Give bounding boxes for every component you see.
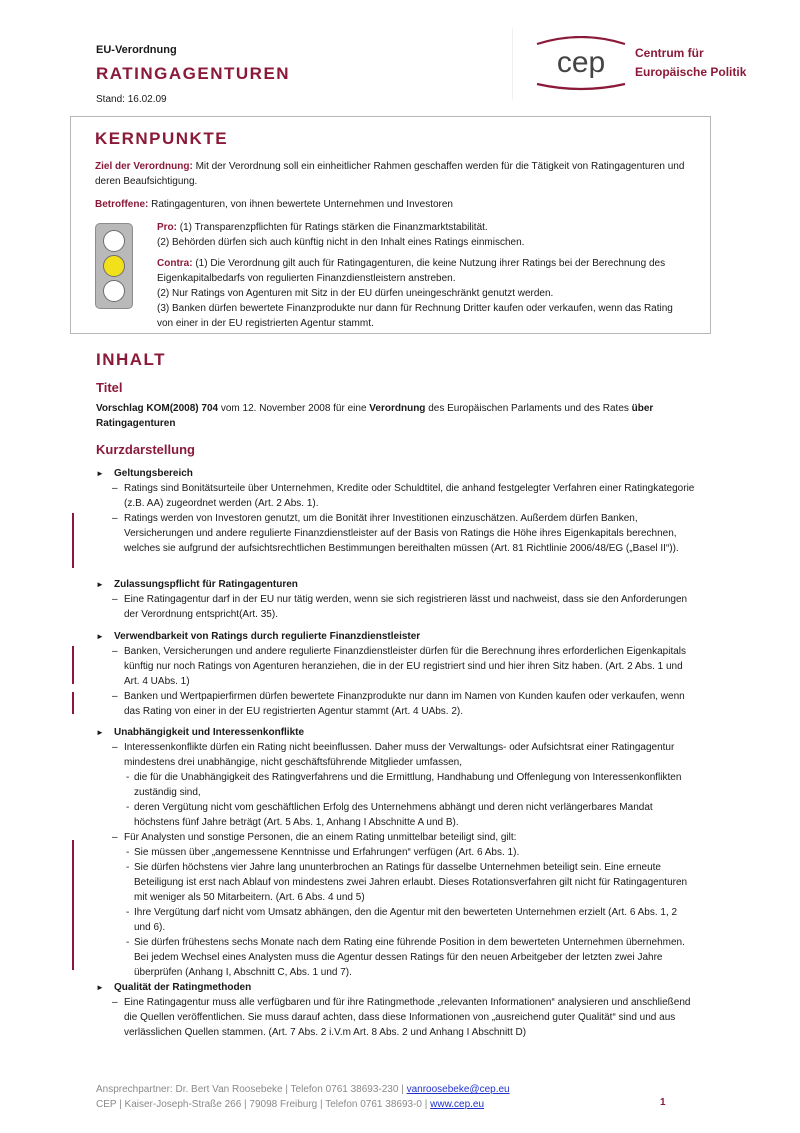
page-number: 1 [660, 1097, 666, 1108]
betroffene-label: Betroffene: [95, 199, 149, 210]
betroffene-paragraph [95, 197, 691, 212]
bullet-item [96, 740, 696, 830]
bullet-item: – Eine Ratingagentur muss alle verfügbaren und für ihre Ratingmethode „relevanten Informationen“ analysieren und anschließend die Quellen veröffentlichen. Sie muss darauf achten, dass diese Informationen von „ausreichend guter Qualität“ sind und aus verlässlichen Quellen stammen. (Art. 7 Abs. 2 i.V.m Art. 8 Abs. 2 und Anhang I Abschnitt D) [96, 995, 696, 1040]
pro-paragraph [157, 220, 691, 250]
document-date: Stand: 16.02.09 [96, 94, 167, 105]
inhalt-heading: INHALT [96, 350, 167, 369]
section-geltungsbereich [96, 466, 696, 556]
logo-mark-text: cep [556, 46, 606, 79]
pro-item-2: (2) Behörden dürfen sich auch künftig nicht in den Inhalt eines Ratings einmischen. [157, 237, 525, 248]
footer-address-line [96, 1097, 510, 1112]
logo-arc-bottom [537, 84, 625, 89]
section-zulassungspflicht [96, 577, 696, 622]
titel-text-1: vom 12. November 2008 für eine [218, 403, 370, 414]
kurzdarstellung-heading: Kurzdarstellung [96, 442, 195, 457]
logo-name-line2: Europäische Politik [635, 65, 747, 79]
bullet-text: Für Analysten und sonstige Personen, die an einem Rating unmittelbar beteiligt sind, gilt: [124, 832, 517, 843]
pro-label: Pro: [157, 222, 177, 233]
bullet-item: – Eine Ratingagentur darf in der EU nur tätig werden, wenn sie sich registrieren lässt und nachweist, dass sie den Anforderungen der Verordnung entspricht(Art. 35). [96, 592, 696, 622]
kernpunkte-heading: KERNPUNKTE [95, 129, 229, 148]
change-bar [72, 513, 74, 568]
kernpunkte-box [70, 116, 711, 334]
contra-label: Contra: [157, 258, 193, 269]
traffic-light-yellow-lamp [103, 255, 125, 277]
ziel-paragraph [95, 159, 691, 189]
titel-heading: Titel [96, 380, 123, 395]
titel-bold-2: Verordnung [369, 403, 426, 414]
footer [96, 1082, 510, 1112]
footer-address-text: CEP | Kaiser-Joseph-Straße 266 | 79098 Freiburg | Telefon 0761 38693-0 | [96, 1099, 431, 1110]
document-title: RATINGAGENTUREN [96, 64, 291, 83]
logo-name-line1: Centrum für [635, 46, 704, 60]
section-title: ► Zulassungspflicht für Ratingagenturen [96, 577, 696, 592]
section-qualitaet [96, 980, 696, 1040]
sub-bullet-item: - deren Vergütung nicht vom geschäftlichen Erfolg des Unternehmens abhängt und deren nicht verlängerbares Mandat höchstens fünf Jahre beträgt (Art. 5 Abs. 1, Anhang I Abschnitte A und B). [96, 800, 696, 830]
ziel-text: Mit der Verordnung soll ein einheitlicher Rahmen geschaffen werden für die Tätigkeit von Ratingagenturen und deren Beaufsichtigung. [95, 161, 685, 187]
traffic-light-green-lamp [103, 280, 125, 302]
footer-contact-text: Ansprechpartner: Dr. Bert Van Roosebeke | Telefon 0761 38693-230 | [96, 1084, 407, 1095]
sub-bullet-item: - Sie müssen über „angemessene Kenntnisse und Erfahrungen“ verfügen (Art. 6 Abs. 1). [96, 845, 696, 860]
section-title: ► Geltungsbereich [96, 466, 696, 481]
ziel-label: Ziel der Verordnung: [95, 161, 193, 172]
logo-name [635, 44, 746, 82]
bullet-item: – Ratings sind Bonitätsurteile über Unternehmen, Kredite oder Schuldtitel, die anhand festgelegter Verfahren einer Ratingkategorie (z.B. AA) zugeordnet werden (Art. 2 Abs. 1). [96, 481, 696, 511]
sub-bullet-item: - Sie dürfen höchstens vier Jahre lang ununterbrochen an Ratings für dasselbe Unternehmen beteiligt sein. Eine erneute Beteiligung ist erst nach Ablauf von mindestens zwei Jahren erlaubt. Dieses Rotationsverfahren gilt nicht für Ratingagenturen mit weniger als 50 Mitarbeitern. (Art. 6 Abs. 4 und 5) [96, 860, 696, 905]
contra-item-3: (3) Banken dürfen bewertete Finanzprodukte nur dann für Rechnung Dritter kaufen oder verkaufen, wenn das Rating von einer in der EU registrierten Agentur stammt. [157, 303, 673, 329]
titel-text-2: des Europäischen Parlaments und des Rates [425, 403, 632, 414]
change-bar [72, 692, 74, 714]
contra-item-1: (1) Die Verordnung gilt auch für Ratingagenturen, die keine Nutzung ihrer Ratings bei der Berechnung des Eigenkapitalbedarfs von regulierten Finanzdienstleistern anstreben. [157, 258, 666, 284]
bullet-text: Interessenkonflikte dürfen ein Rating nicht beeinflussen. Daher muss der Verwaltungs- oder Aufsichtsrat einer Ratingagentur mindestens drei unabhängige, nicht geschäftsführende Mitglieder umfassen, [124, 742, 675, 768]
change-bar [72, 646, 74, 684]
section-title: ► Unabhängigkeit und Interessenkonflikte [96, 725, 696, 740]
traffic-light-icon [95, 223, 133, 309]
section-unabhaengigkeit [96, 725, 696, 980]
section-verwendbarkeit [96, 629, 696, 719]
titel-bold-1: Vorschlag KOM(2008) 704 [96, 403, 219, 414]
contra-item-2: (2) Nur Ratings von Agenturen mit Sitz in der EU dürfen uneingeschränkt genutzt werden. [157, 288, 554, 299]
titel-bold-3: über Ratingagenturen [96, 403, 654, 429]
document-type: EU-Verordnung [96, 44, 177, 56]
logo-arc-top [537, 37, 625, 44]
change-bar [72, 840, 74, 970]
footer-website-link[interactable]: www.cep.eu [430, 1099, 485, 1110]
sub-bullet-item: - die für die Unabhängigkeit des Ratingverfahrens und die Ermittlung, Handhabung und Offenlegung von Interessenkonflikten zuständig sind, [96, 770, 696, 800]
bullet-item: – Banken, Versicherungen und andere regulierte Finanzdienstleister dürfen für die Berechnung ihres erforderlichen Eigenkapitals künftig nur noch Ratings von Agenturen heranziehen, die in der EU registriert sind und hier ihren Sitz haben. (Art. 2 Abs. 1 und Art. 4 UAbs. 1) [96, 644, 696, 689]
section-title: ► Verwendbarkeit von Ratings durch regulierte Finanzdienstleister [96, 629, 696, 644]
bullet-item: – Ratings werden von Investoren genutzt, um die Bonität ihrer Investitionen einzuschätzen. Außerdem dürfen Banken, Versicherungen und andere regulierte Finanzdienstleister auf der Basis von Ratings die Höhe ihres Eigenkapitals berechnen, welches sie aufgrund der aufsichtsrechtlichen Bestimmungen bereithalten müssen (Art. 81 Richtlinie 2006/48/EG („Basel II“)). [96, 511, 696, 556]
pro-item-1: (1) Transparenzpflichten für Ratings stärken die Finanzmarktstabilität. [177, 222, 488, 233]
betroffene-text: Ratingagenturen, von ihnen bewertete Unternehmen und Investoren [148, 199, 453, 210]
traffic-light-red-lamp [103, 230, 125, 252]
titel-paragraph [96, 401, 696, 431]
footer-email-link[interactable]: vanroosebeke@cep.eu [406, 1084, 510, 1095]
sub-bullet-item: - Ihre Vergütung darf nicht vom Umsatz abhängen, den die Agentur mit den bewerteten Unternehmen erzielt (Art. 6 Abs. 1, 2 und 6). [96, 905, 696, 935]
bullet-item [96, 830, 696, 980]
sub-bullet-item: - Sie dürfen frühestens sechs Monate nach dem Rating eine führende Position in dem bewerteten Unternehmen übernehmen. Bei jedem Wechsel eines Analysten muss die Agentur dessen Ratings für den neuen Arbeitgeber der letzten zwei Jahre überprüfen (Anhang I, Abschnitt C, Abs. 1 und 7). [96, 935, 696, 980]
cep-logo-mark [533, 36, 629, 92]
section-title: ► Qualität der Ratingmethoden [96, 980, 696, 995]
contra-paragraph [157, 256, 691, 331]
cep-logo [512, 28, 765, 100]
footer-contact-line [96, 1082, 510, 1097]
bullet-item: – Banken und Wertpapierfirmen dürfen bewertete Finanzprodukte nur dann im Namen von Kunden kaufen oder verkaufen, wenn das Rating von einer in der EU registrierten Agentur stammt (Art. 4 UAbs. 2). [96, 689, 696, 719]
